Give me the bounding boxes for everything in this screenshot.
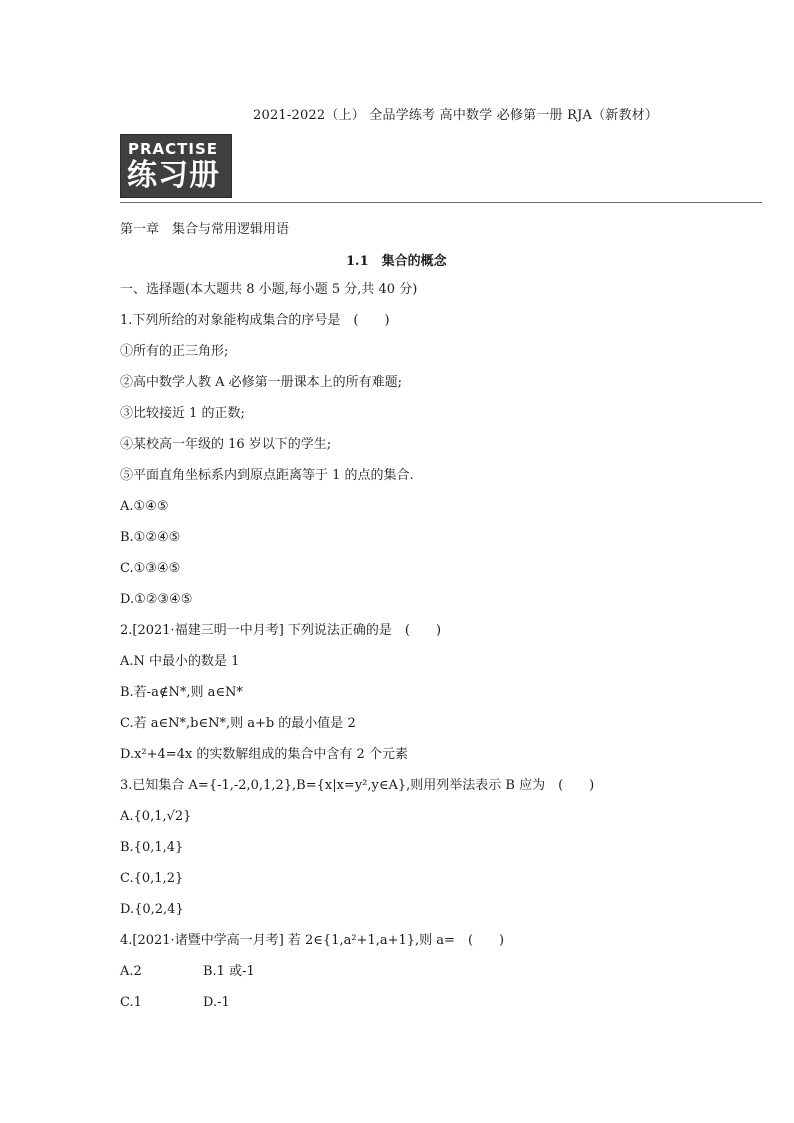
question-3-option-c: C.{0,1,2} <box>120 871 184 886</box>
section-title: 1.1 集合的概念 <box>346 254 447 269</box>
question-2-option-d: D.x²+4=4x 的实数解组成的集合中含有 2 个元素 <box>120 747 408 762</box>
question-1-item: ③比较接近 1 的正数; <box>120 406 245 421</box>
question-1-option-c: C.①③④⑤ <box>120 561 181 576</box>
question-2-option-a: A.N 中最小的数是 1 <box>120 654 240 669</box>
question-4-options-row <box>120 994 760 1025</box>
question-4-stem: 4.[2021·诸暨中学高一月考] 若 2∈{1,a²+1,a+1},则 a= ( ) <box>120 933 505 948</box>
question-4-option-a: A.2 <box>120 964 142 979</box>
question-1-option-b: B.①②④⑤ <box>120 530 181 545</box>
section-instructions: 一、选择题(本大题共 8 小题,每小题 5 分,共 40 分) <box>120 282 418 297</box>
question-3-stem: 3.已知集合 A={-1,-2,0,1,2},B={x|x=y²,y∈A},则用列举法表示 B 应为 ( ) <box>120 778 595 793</box>
question-3-option-d: D.{0,2,4} <box>120 902 184 917</box>
question-1-option-d: D.①②③④⑤ <box>120 592 193 607</box>
logo-english-text: PRACTISE <box>128 140 219 158</box>
question-1-item: ①所有的正三角形; <box>120 344 229 359</box>
logo-chinese-text: 练习册 <box>127 158 220 193</box>
question-1-item: ②高中数学人教 A 必修第一册课本上的所有难题; <box>120 375 403 390</box>
question-2-stem: 2.[2021·福建三明一中月考] 下列说法正确的是 ( ) <box>120 623 442 638</box>
question-2-option-c: C.若 a∈N*,b∈N*,则 a+b 的最小值是 2 <box>120 716 356 731</box>
document-header: 2021-2022（上） 全品学练考 高中数学 必修第一册 RJA（新教材） <box>253 108 659 123</box>
chapter-title: 第一章 集合与常用逻辑用语 <box>120 222 290 237</box>
question-4-option-b: B.1 或-1 <box>203 964 255 979</box>
question-4-option-d: D.-1 <box>203 995 230 1010</box>
question-1-stem: 1.下列所给的对象能构成集合的序号是 ( ) <box>120 313 390 328</box>
question-3-option-b: B.{0,1,4} <box>120 840 184 855</box>
question-1-item: ⑤平面直角坐标系内到原点距离等于 1 的点的集合. <box>120 468 414 483</box>
question-1-item: ④某校高一年级的 16 岁以下的学生; <box>120 437 332 452</box>
question-1-option-a: A.①④⑤ <box>120 499 169 514</box>
header-divider <box>120 202 762 203</box>
question-4-option-c: C.1 <box>120 995 142 1010</box>
question-2-option-b: B.若-a∉N*,则 a∈N* <box>120 685 243 700</box>
question-3-option-a: A.{0,1,√2} <box>120 809 192 824</box>
question-content <box>120 281 760 1025</box>
practise-logo <box>120 134 232 198</box>
question-4-options-row <box>120 963 760 994</box>
